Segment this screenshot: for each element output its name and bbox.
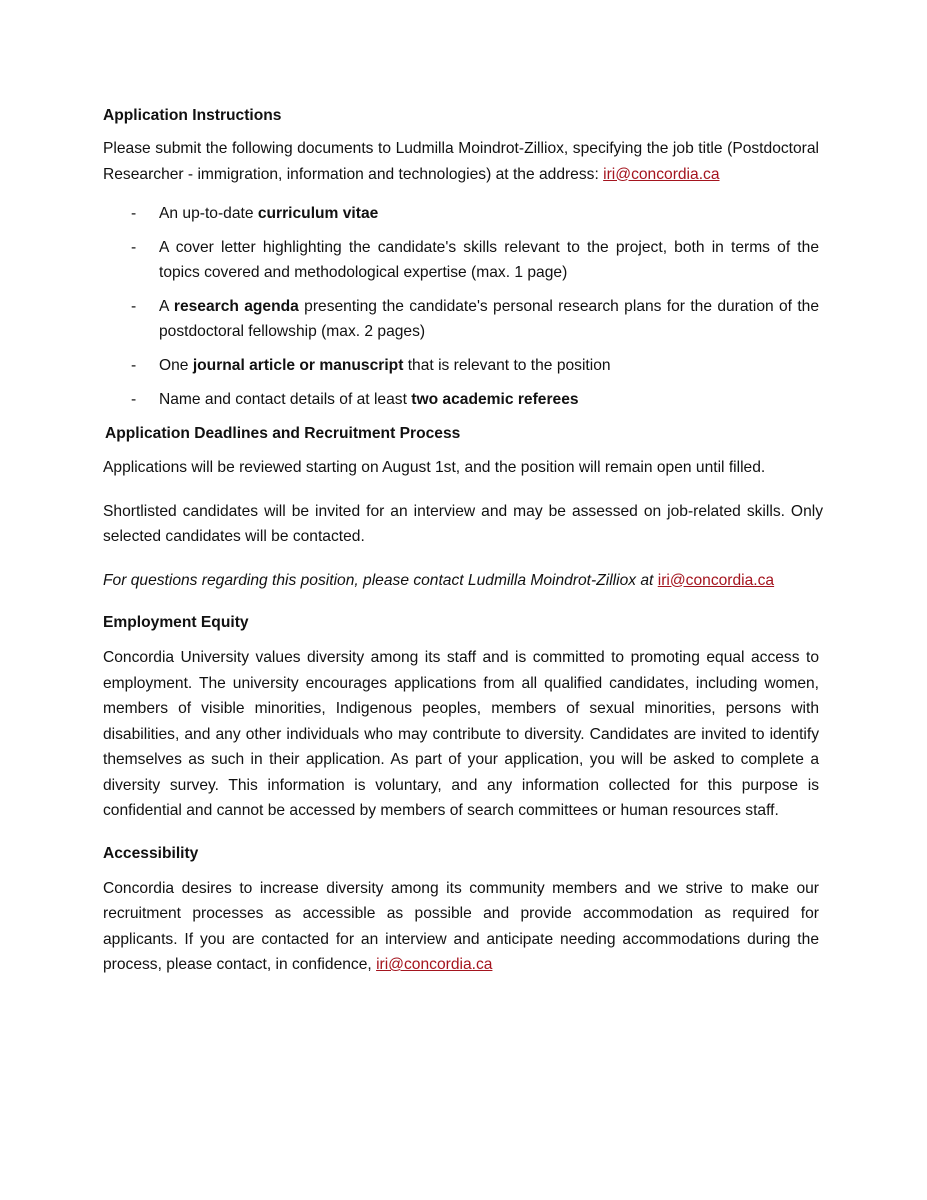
dash-mark: -: [131, 357, 137, 374]
email-link-accessibility[interactable]: iri@concordia.ca: [376, 956, 493, 973]
item-bold: journal article or manuscript: [192, 357, 404, 374]
list-item: [103, 294, 819, 344]
item-text: One: [159, 357, 193, 374]
item-text-after: presenting the candidate's personal research plans for the duration of the postdoctoral fellowship (max. 2 pages): [159, 298, 820, 340]
list-item: [103, 387, 819, 412]
accessibility-heading: Accessibility: [103, 844, 199, 862]
dash-mark: -: [131, 205, 137, 222]
employment-equity-heading: Employment Equity: [103, 614, 249, 631]
list-item: [103, 353, 819, 378]
item-bold: two academic referees: [411, 391, 579, 408]
dash-mark: -: [131, 239, 137, 256]
item-text: Name and contact details of at least: [159, 391, 412, 408]
item-text: A: [159, 298, 174, 315]
deadlines-paragraph-1: Applications will be reviewed starting on August 1st, and the position will remain open until filled.: [103, 459, 766, 476]
questions-paragraph: [103, 568, 823, 594]
list-item: [103, 201, 819, 226]
accessibility-body: Concordia desires to increase diversity among its community members and we strive to make our recruitment processes as accessible as possible and provide accommodation as required for applicants. If you are contacted for an interview and anticipate needing accommodations during the process, please contact, in confidence,: [103, 879, 819, 973]
application-instructions-intro: [103, 136, 819, 187]
dash-mark: -: [131, 391, 137, 408]
employment-equity-text: Concordia University values diversity among its staff and is committed to promoting equal access to employment. The university encourages applications from all qualified candidates, including women, members of visible minorities, Indigenous peoples, members of sexual minorities, persons with disabilities, and any other individuals who may contribute to diversity. Candidates are invited to identify themselves as such in their application. As part of your application, you will be asked to complete a diversity survey. This information is voluntary, and any information collected for this purpose is confidential and cannot be accessed by members of search committees or human resources staff.: [103, 649, 819, 819]
documents-list: [103, 201, 819, 412]
accessibility-text: [103, 876, 819, 978]
item-bold: research agenda: [173, 298, 299, 315]
item-bold: curriculum vitae: [257, 205, 379, 222]
list-item: [103, 235, 819, 285]
deadlines-heading: Application Deadlines and Recruitment Process: [105, 425, 461, 442]
dash-mark: -: [131, 298, 137, 315]
item-text: An up-to-date: [159, 205, 258, 222]
email-link-questions[interactable]: iri@concordia.ca: [657, 571, 775, 589]
application-instructions-heading: Application Instructions: [103, 107, 282, 124]
email-link-instructions[interactable]: iri@concordia.ca: [603, 165, 720, 183]
intro-text: Please submit the following documents to Ludmilla Moindrot-Zilliox, specifying the job title (Postdoctoral Researcher - immigration, information and technologies) at the address:: [103, 140, 819, 183]
document-page: [103, 103, 823, 978]
questions-text: For questions regarding this position, please contact Ludmilla Moindrot-Zilliox at: [103, 571, 654, 589]
item-text: A cover letter highlighting the candidate's skills relevant to the project, both in terms of the topics covered and methodological expertise (max. 1 page): [159, 239, 819, 281]
deadlines-paragraph-2: Shortlisted candidates will be invited for an interview and may be assessed on job-related skills. Only selected candidates will be contacted.: [103, 502, 823, 545]
item-text-after: that is relevant to the position: [403, 357, 611, 374]
